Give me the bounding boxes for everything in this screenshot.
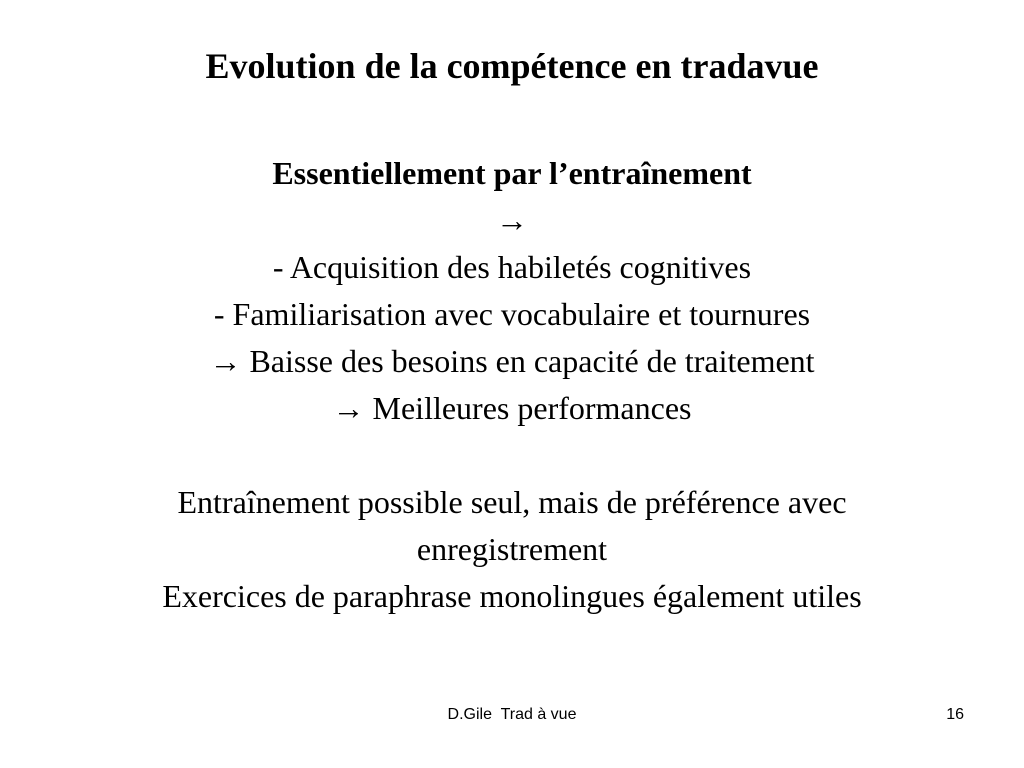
bullet-baisse-besoins: → Baisse des besoins en capacité de traitement bbox=[209, 343, 815, 379]
footer-page-number: 16 bbox=[946, 706, 964, 723]
arrow-line: → bbox=[496, 202, 528, 238]
paragraph-exercices: Exercices de paraphrase monolingues également utiles bbox=[162, 578, 862, 614]
bullet-meilleures-performances: → Meilleures performances bbox=[332, 390, 692, 426]
slide-body bbox=[40, 150, 984, 620]
paragraph-entrainement-line-2: enregistrement bbox=[416, 531, 608, 567]
slide-subheading: Essentiellement par l’entraînement bbox=[272, 155, 752, 191]
footer-author-title: D.Gile Trad à vue bbox=[447, 706, 577, 723]
bullet-familiarisation: - Familiarisation avec vocabulaire et tournures bbox=[213, 296, 811, 332]
spacer bbox=[40, 432, 984, 479]
paragraph-entrainement-line-1: Entraînement possible seul, mais de préférence avec bbox=[177, 484, 847, 520]
bullet-acquisition: - Acquisition des habiletés cognitives bbox=[272, 249, 752, 285]
slide-title: Evolution de la compétence en tradavue bbox=[205, 46, 819, 86]
